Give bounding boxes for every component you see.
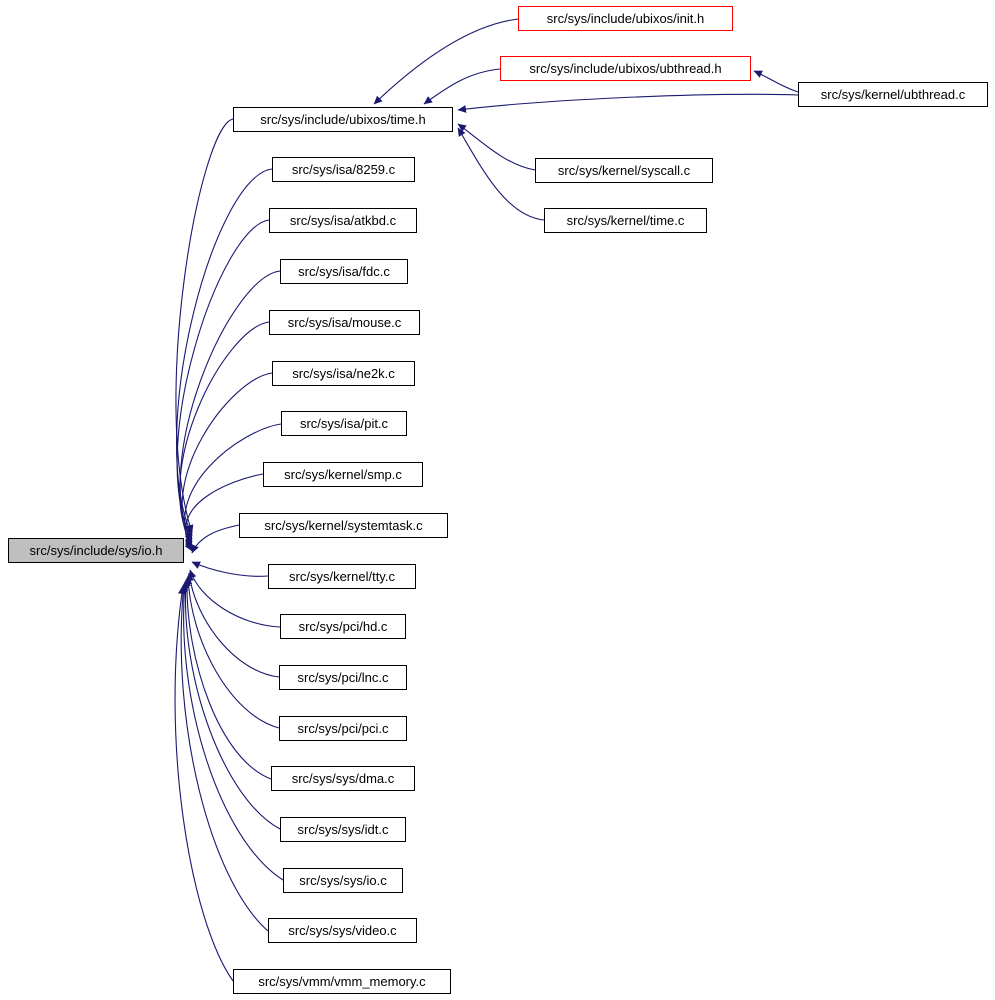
node-label: src/sys/isa/fdc.c	[298, 264, 390, 279]
node-label: src/sys/include/sys/io.h	[29, 543, 163, 558]
node-ubthread-c[interactable]	[798, 82, 988, 107]
node-init-h[interactable]	[518, 6, 733, 31]
node-ubthread-h[interactable]	[500, 56, 751, 81]
node-time-h[interactable]	[233, 107, 453, 132]
node-dma-c[interactable]	[271, 766, 415, 791]
node-time-c[interactable]	[544, 208, 707, 233]
node-lnc-c[interactable]	[279, 665, 407, 690]
node-hd-c[interactable]	[280, 614, 406, 639]
node-label: src/sys/kernel/ubthread.c	[820, 87, 966, 102]
node-pci-c[interactable]	[279, 716, 407, 741]
node-label: src/sys/isa/mouse.c	[287, 315, 402, 330]
node-label: src/sys/pci/lnc.c	[297, 670, 389, 685]
node-label: src/sys/include/ubixos/init.h	[546, 11, 705, 26]
node-systemtask-c[interactable]	[239, 513, 448, 538]
node-label: src/sys/isa/ne2k.c	[292, 366, 395, 381]
node-label: src/sys/sys/dma.c	[291, 771, 395, 786]
node-label: src/sys/sys/video.c	[288, 923, 397, 938]
node-label: src/sys/kernel/time.c	[566, 213, 685, 228]
node-label: src/sys/isa/8259.c	[291, 162, 396, 177]
node-label: src/sys/kernel/syscall.c	[557, 163, 691, 178]
node-pit-c[interactable]	[281, 411, 407, 436]
node-label: src/sys/pci/hd.c	[298, 619, 388, 634]
node-smp-c[interactable]	[263, 462, 423, 487]
node-label: src/sys/vmm/vmm_memory.c	[258, 974, 426, 989]
node-fdc-c[interactable]	[280, 259, 408, 284]
node-tty-c[interactable]	[268, 564, 416, 589]
node-label: src/sys/isa/atkbd.c	[289, 213, 397, 228]
node-ne2k-c[interactable]	[272, 361, 415, 386]
node-syscall-c[interactable]	[535, 158, 713, 183]
node-label: src/sys/isa/pit.c	[299, 416, 389, 431]
node-current-io-h[interactable]	[8, 538, 184, 563]
node-8259-c[interactable]	[272, 157, 415, 182]
node-atkbd-c[interactable]	[269, 208, 417, 233]
node-io-c[interactable]	[283, 868, 403, 893]
node-label: src/sys/kernel/systemtask.c	[264, 518, 423, 533]
node-idt-c[interactable]	[280, 817, 406, 842]
node-label: src/sys/kernel/smp.c	[284, 467, 402, 482]
node-label: src/sys/kernel/tty.c	[289, 569, 395, 584]
node-vmm-memory-c[interactable]	[233, 969, 451, 994]
node-label: src/sys/include/ubixos/ubthread.h	[529, 61, 722, 76]
node-label: src/sys/sys/idt.c	[297, 822, 389, 837]
node-label: src/sys/sys/io.c	[299, 873, 387, 888]
node-label: src/sys/pci/pci.c	[297, 721, 389, 736]
node-video-c[interactable]	[268, 918, 417, 943]
node-label: src/sys/include/ubixos/time.h	[260, 112, 426, 127]
node-mouse-c[interactable]	[269, 310, 420, 335]
